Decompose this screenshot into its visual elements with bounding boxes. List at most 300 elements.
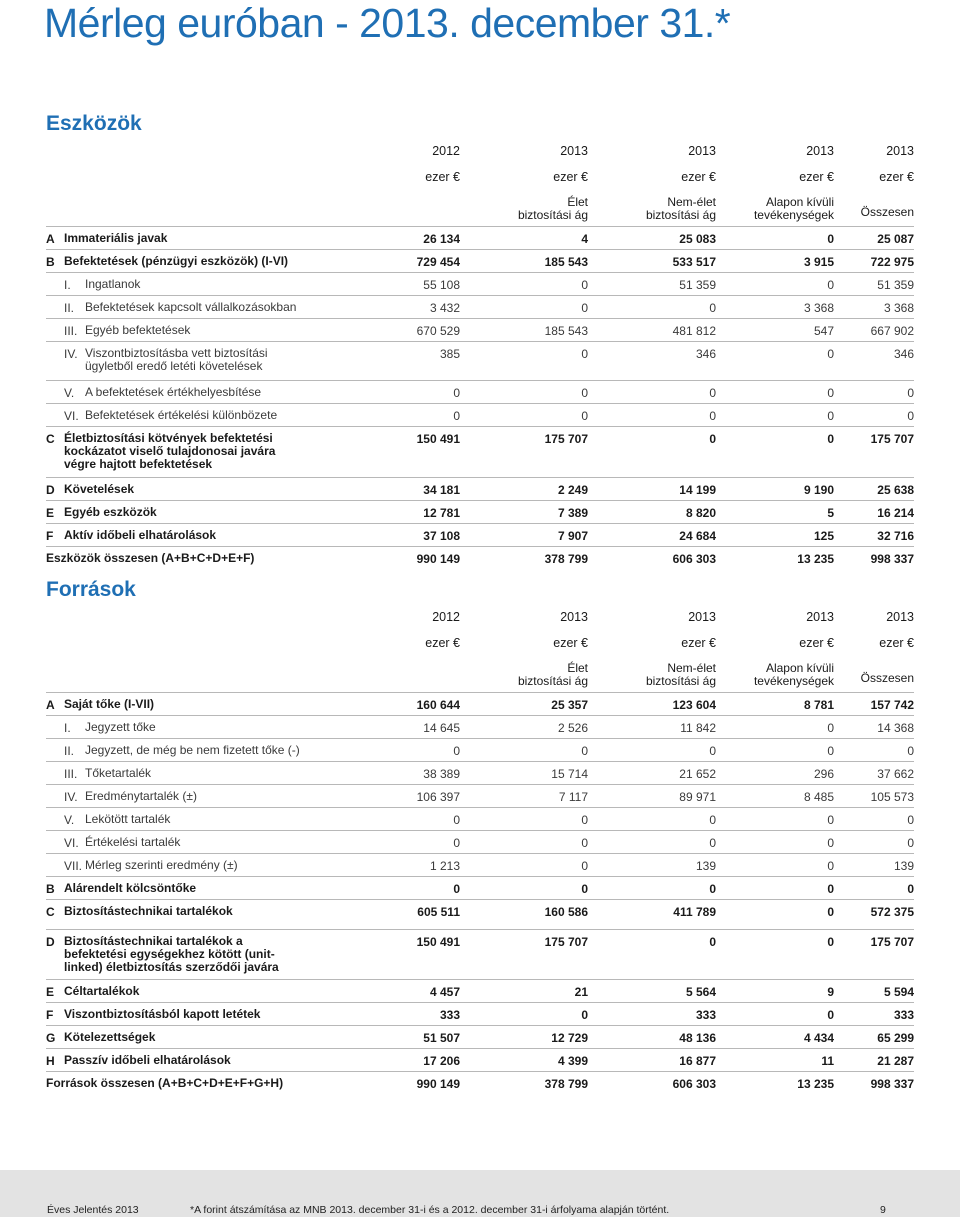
row-code: D (46, 934, 55, 949)
header-desc-line1: Nem-élet (667, 195, 716, 209)
row-label-text: Kötelezettségek (64, 1029, 156, 1044)
row-value: 0 (588, 295, 716, 318)
row-value: 0 (460, 295, 588, 318)
row-value: 3 368 (834, 295, 914, 318)
header-desc (352, 657, 460, 692)
row-label-text: Saját tőke (I-VII) (64, 696, 155, 711)
row-value: 3 368 (716, 295, 834, 318)
row-value: 175 707 (460, 929, 588, 979)
row-label-cell (46, 523, 352, 546)
header-desc-line2: biztosítási ág (517, 674, 588, 688)
row-code: V. (64, 385, 75, 400)
row-label-text: Aktív időbeli elhatárolások (64, 527, 217, 542)
row-label-text: Források összesen (A+B+C+D+E+F+G+H) (46, 1075, 284, 1090)
row-code: G (46, 1030, 56, 1045)
header-unit: ezer € (879, 170, 914, 184)
row-code: A (46, 231, 55, 246)
row-value: 0 (460, 403, 588, 426)
row-value: 37 662 (834, 761, 914, 784)
row-label (46, 813, 352, 827)
header-desc (588, 657, 716, 692)
row-value: 0 (460, 272, 588, 295)
header-desc-line2: biztosítási ág (645, 674, 716, 688)
table-row (46, 318, 914, 341)
row-value: 0 (834, 403, 914, 426)
row-value: 572 375 (834, 899, 914, 929)
row-value: 0 (460, 853, 588, 876)
row-value: 51 359 (834, 272, 914, 295)
row-label (46, 552, 352, 565)
row-value: 0 (588, 403, 716, 426)
row-value: 533 517 (588, 249, 716, 272)
header-desc (352, 191, 460, 226)
table-row (46, 899, 914, 929)
row-label (46, 767, 352, 781)
row-label (46, 1077, 352, 1090)
row-value: 55 108 (352, 272, 460, 295)
header-year: 2012 (432, 610, 460, 624)
header-year: 2013 (806, 144, 834, 158)
row-label (46, 985, 352, 999)
row-value: 8 485 (716, 784, 834, 807)
row-value: 378 799 (460, 546, 588, 570)
row-value: 0 (588, 807, 716, 830)
row-label (46, 905, 352, 919)
row-label-text: Követelések (64, 481, 135, 496)
table-row (46, 500, 914, 523)
row-value: 378 799 (460, 1071, 588, 1095)
header-year: 2013 (886, 610, 914, 624)
row-label-text: Passzív időbeli elhatárolások (64, 1052, 231, 1067)
row-label-text: Mérleg szerinti eredmény (±) (85, 857, 238, 872)
row-value: 0 (588, 929, 716, 979)
row-code: III. (64, 323, 78, 338)
row-value: 0 (352, 807, 460, 830)
row-value: 4 434 (716, 1025, 834, 1048)
row-value: 7 389 (460, 500, 588, 523)
table-row (46, 853, 914, 876)
row-value: 998 337 (834, 546, 914, 570)
row-value: 12 729 (460, 1025, 588, 1048)
row-value: 729 454 (352, 249, 460, 272)
header-desc (588, 191, 716, 226)
row-value: 333 (834, 1002, 914, 1025)
row-label-cell (46, 546, 352, 570)
row-code: II. (64, 743, 75, 758)
row-label-cell (46, 295, 352, 318)
row-value: 333 (588, 1002, 716, 1025)
header-unit: ezer € (879, 636, 914, 650)
row-value: 160 586 (460, 899, 588, 929)
row-value: 123 604 (588, 692, 716, 715)
row-code: H (46, 1053, 55, 1068)
header-unit: ezer € (681, 636, 716, 650)
header-desc-line1: Nem-élet (667, 661, 716, 675)
footer-page-number: 9 (880, 1204, 886, 1216)
row-label (46, 836, 352, 850)
row-label-text: Ingatlanok (85, 276, 141, 291)
row-value: 14 645 (352, 715, 460, 738)
row-value: 333 (352, 1002, 460, 1025)
row-value: 296 (716, 761, 834, 784)
row-value: 0 (716, 929, 834, 979)
row-label-cell (46, 403, 352, 426)
row-value: 605 511 (352, 899, 460, 929)
row-value: 17 206 (352, 1048, 460, 1071)
row-value: 25 638 (834, 477, 914, 500)
row-value: 1 213 (352, 853, 460, 876)
row-label-cell (46, 1025, 352, 1048)
table-row (46, 341, 914, 380)
row-label-text: Eredménytartalék (±) (85, 788, 197, 803)
header-year: 2013 (688, 610, 716, 624)
row-code: III. (64, 766, 78, 781)
sources-table (46, 607, 914, 1095)
assets-table (46, 141, 914, 570)
row-value: 481 812 (588, 318, 716, 341)
row-value: 150 491 (352, 426, 460, 477)
table-row (46, 929, 914, 979)
row-label (46, 721, 352, 735)
row-label-cell (46, 1002, 352, 1025)
table-row (46, 979, 914, 1002)
footer-note: *A forint átszámítása az MNB 2013. december 31-i és a 2012. december 31-i árfolyama alapján történt. (190, 1204, 670, 1216)
row-value: 0 (588, 738, 716, 761)
row-code: C (46, 431, 55, 446)
row-value: 670 529 (352, 318, 460, 341)
table-row (46, 738, 914, 761)
row-value: 0 (716, 738, 834, 761)
row-value: 0 (460, 830, 588, 853)
row-value: 185 543 (460, 249, 588, 272)
row-label (46, 882, 352, 896)
footer-report-title: Éves Jelentés 2013 (47, 1204, 139, 1216)
row-value: 25 083 (588, 226, 716, 249)
row-label (46, 859, 352, 873)
table-row (46, 1048, 914, 1071)
row-label-cell (46, 249, 352, 272)
row-label-text: Immateriális javak (64, 230, 168, 245)
sources-header (46, 607, 914, 692)
row-value: 0 (460, 807, 588, 830)
row-label (46, 506, 352, 520)
row-value: 34 181 (352, 477, 460, 500)
row-value: 0 (716, 380, 834, 403)
row-value: 0 (716, 426, 834, 477)
row-value: 606 303 (588, 546, 716, 570)
row-value: 89 971 (588, 784, 716, 807)
row-value: 24 684 (588, 523, 716, 546)
header-desc-total: Összesen (860, 670, 914, 685)
table-row (46, 226, 914, 249)
assets-rows (46, 226, 914, 570)
row-value: 175 707 (460, 426, 588, 477)
row-label-text: Életbiztosítási kötvények befektetési kockázatot viselő tulajdonosai javára végre hajtott befektetések (64, 430, 276, 471)
row-label-text: Céltartalékok (64, 983, 140, 998)
header-desc (460, 657, 588, 692)
row-label-text: Befektetések kapcsolt vállalkozásokban (85, 299, 297, 314)
row-value: 0 (460, 341, 588, 380)
row-value: 667 902 (834, 318, 914, 341)
row-label (46, 698, 352, 712)
header-year: 2013 (688, 144, 716, 158)
header-desc-line1: Alapon kívüli (765, 195, 834, 209)
header-desc-line2: biztosítási ág (517, 208, 588, 222)
header-year: 2013 (560, 610, 588, 624)
row-value: 606 303 (588, 1071, 716, 1095)
header-desc-line2: tevékenységek (753, 208, 834, 222)
table-row (46, 403, 914, 426)
row-value: 21 287 (834, 1048, 914, 1071)
row-label-text: Tőketartalék (85, 765, 152, 780)
row-value: 139 (588, 853, 716, 876)
table-row (46, 477, 914, 500)
header-desc-line1: Élet (567, 195, 588, 209)
row-label-cell (46, 318, 352, 341)
header-unit: ezer € (681, 170, 716, 184)
row-value: 0 (716, 853, 834, 876)
row-value: 411 789 (588, 899, 716, 929)
row-label (46, 347, 352, 373)
row-label-cell (46, 272, 352, 295)
row-value: 14 368 (834, 715, 914, 738)
row-code: F (46, 1007, 54, 1022)
header-unit: ezer € (425, 170, 460, 184)
header-unit: ezer € (425, 636, 460, 650)
row-value: 0 (352, 403, 460, 426)
row-value: 0 (352, 738, 460, 761)
row-label (46, 483, 352, 497)
row-value: 4 457 (352, 979, 460, 1002)
row-value: 48 136 (588, 1025, 716, 1048)
header-unit: ezer € (553, 636, 588, 650)
row-value: 0 (716, 830, 834, 853)
row-value: 5 (716, 500, 834, 523)
row-label (46, 409, 352, 423)
table-row (46, 784, 914, 807)
table-row (46, 1002, 914, 1025)
row-value: 125 (716, 523, 834, 546)
row-label (46, 1054, 352, 1068)
row-value: 346 (588, 341, 716, 380)
header-desc (460, 191, 588, 226)
row-value: 106 397 (352, 784, 460, 807)
row-label-text: Biztosítástechnikai tartalékok a befektetési egységekhez kötött (unit-linked) életbiztosítás szerződői javára (64, 933, 279, 974)
row-value: 26 134 (352, 226, 460, 249)
row-value: 11 842 (588, 715, 716, 738)
table-row (46, 1025, 914, 1048)
row-label (46, 790, 352, 804)
row-label-cell (46, 380, 352, 403)
row-value: 0 (460, 380, 588, 403)
table-row (46, 426, 914, 477)
table-row (46, 249, 914, 272)
header-desc-line2: biztosítási ág (645, 208, 716, 222)
row-value: 8 781 (716, 692, 834, 715)
row-value: 32 716 (834, 523, 914, 546)
row-code: B (46, 881, 55, 896)
row-label (46, 432, 352, 471)
row-value: 14 199 (588, 477, 716, 500)
row-value: 16 214 (834, 500, 914, 523)
row-value: 11 (716, 1048, 834, 1071)
row-label (46, 386, 352, 400)
table-row (46, 715, 914, 738)
row-value: 25 357 (460, 692, 588, 715)
section-title-sources: Források (46, 578, 136, 601)
row-code: E (46, 505, 55, 520)
row-value: 12 781 (352, 500, 460, 523)
row-value: 385 (352, 341, 460, 380)
header-desc (716, 657, 834, 692)
row-value: 0 (834, 830, 914, 853)
row-label-cell (46, 979, 352, 1002)
assets-header (46, 141, 914, 226)
row-value: 0 (716, 807, 834, 830)
row-label-text: A befektetések értékhelyesbítése (85, 384, 262, 399)
row-label-text: Egyéb eszközök (64, 504, 157, 519)
header-label-spacer (46, 164, 352, 191)
row-value: 0 (460, 1002, 588, 1025)
row-code: VI. (64, 835, 79, 850)
header-desc-line1: Élet (567, 661, 588, 675)
row-code: II. (64, 300, 75, 315)
row-label-cell (46, 477, 352, 500)
row-value: 21 652 (588, 761, 716, 784)
row-value: 150 491 (352, 929, 460, 979)
row-label-cell (46, 1071, 352, 1095)
header-label-spacer (46, 657, 352, 692)
row-value: 8 820 (588, 500, 716, 523)
row-value: 65 299 (834, 1025, 914, 1048)
row-label-text: Lekötött tartalék (85, 811, 171, 826)
row-label-cell (46, 500, 352, 523)
header-year: 2013 (806, 610, 834, 624)
row-value: 51 507 (352, 1025, 460, 1048)
row-code: VI. (64, 408, 79, 423)
row-label-text: Befektetések értékelési különbözete (85, 407, 278, 422)
row-value: 5 594 (834, 979, 914, 1002)
row-label-cell (46, 830, 352, 853)
row-value: 175 707 (834, 426, 914, 477)
header-desc-total: Összesen (860, 204, 914, 219)
row-value: 0 (716, 899, 834, 929)
row-value: 0 (834, 738, 914, 761)
row-value: 0 (460, 738, 588, 761)
row-label-text: Biztosítástechnikai tartalékok (64, 903, 233, 918)
sources-rows (46, 692, 914, 1095)
row-label (46, 324, 352, 338)
row-value: 0 (588, 830, 716, 853)
row-label (46, 529, 352, 543)
row-value: 0 (716, 226, 834, 249)
row-label (46, 232, 352, 246)
row-label-cell (46, 853, 352, 876)
row-value: 547 (716, 318, 834, 341)
row-label-cell (46, 715, 352, 738)
table-row (46, 761, 914, 784)
row-value: 175 707 (834, 929, 914, 979)
row-code: VII. (64, 858, 83, 873)
row-value: 185 543 (460, 318, 588, 341)
header-label-spacer (46, 191, 352, 226)
row-value: 0 (716, 715, 834, 738)
row-label-text: Alárendelt kölcsöntőke (64, 880, 197, 895)
row-value: 0 (352, 830, 460, 853)
row-value: 990 149 (352, 546, 460, 570)
table-row (46, 807, 914, 830)
table-row (46, 1071, 914, 1095)
row-label-cell (46, 738, 352, 761)
row-value: 25 087 (834, 226, 914, 249)
row-value: 0 (352, 876, 460, 899)
row-code: I. (64, 720, 71, 735)
header-desc-line2: tevékenységek (753, 674, 834, 688)
row-label-cell (46, 784, 352, 807)
row-label (46, 744, 352, 758)
header-label-spacer (46, 141, 352, 164)
row-code: D (46, 482, 55, 497)
header-label-spacer (46, 630, 352, 657)
row-value: 139 (834, 853, 914, 876)
row-value: 13 235 (716, 546, 834, 570)
row-label-cell (46, 426, 352, 477)
row-value: 4 399 (460, 1048, 588, 1071)
row-label-text: Befektetések (pénzügyi eszközök) (I-VI) (64, 253, 289, 268)
row-label (46, 935, 352, 974)
row-label-cell (46, 226, 352, 249)
row-label (46, 1008, 352, 1022)
row-value: 15 714 (460, 761, 588, 784)
row-code: B (46, 254, 55, 269)
row-value: 9 190 (716, 477, 834, 500)
row-label-cell (46, 761, 352, 784)
row-value: 998 337 (834, 1071, 914, 1095)
row-label-cell (46, 692, 352, 715)
header-label-spacer (46, 607, 352, 630)
row-label-text: Viszontbiztosításból kapott letétek (64, 1006, 261, 1021)
page-title: Mérleg euróban - 2013. december 31.* (44, 0, 731, 46)
row-value: 7 117 (460, 784, 588, 807)
row-label-cell (46, 807, 352, 830)
row-label-text: Egyéb befektetések (85, 322, 191, 337)
header-year: 2012 (432, 144, 460, 158)
row-value: 4 (460, 226, 588, 249)
row-value: 0 (716, 341, 834, 380)
row-value: 0 (834, 807, 914, 830)
table-row (46, 380, 914, 403)
row-code: IV. (64, 346, 78, 361)
row-code: I. (64, 277, 71, 292)
row-label (46, 1031, 352, 1045)
row-value: 0 (834, 380, 914, 403)
header-year: 2013 (560, 144, 588, 158)
row-value: 2 526 (460, 715, 588, 738)
row-value: 0 (588, 876, 716, 899)
row-code: C (46, 904, 55, 919)
row-label-text: Értékelési tartalék (85, 834, 181, 849)
row-value: 0 (588, 380, 716, 403)
row-value: 105 573 (834, 784, 914, 807)
row-value: 16 877 (588, 1048, 716, 1071)
row-label-cell (46, 929, 352, 979)
row-label (46, 255, 352, 269)
row-value: 38 389 (352, 761, 460, 784)
row-value: 37 108 (352, 523, 460, 546)
row-code: A (46, 697, 55, 712)
row-label-text: Jegyzett, de még be nem fizetett tőke (-) (85, 742, 300, 757)
row-value: 3 432 (352, 295, 460, 318)
